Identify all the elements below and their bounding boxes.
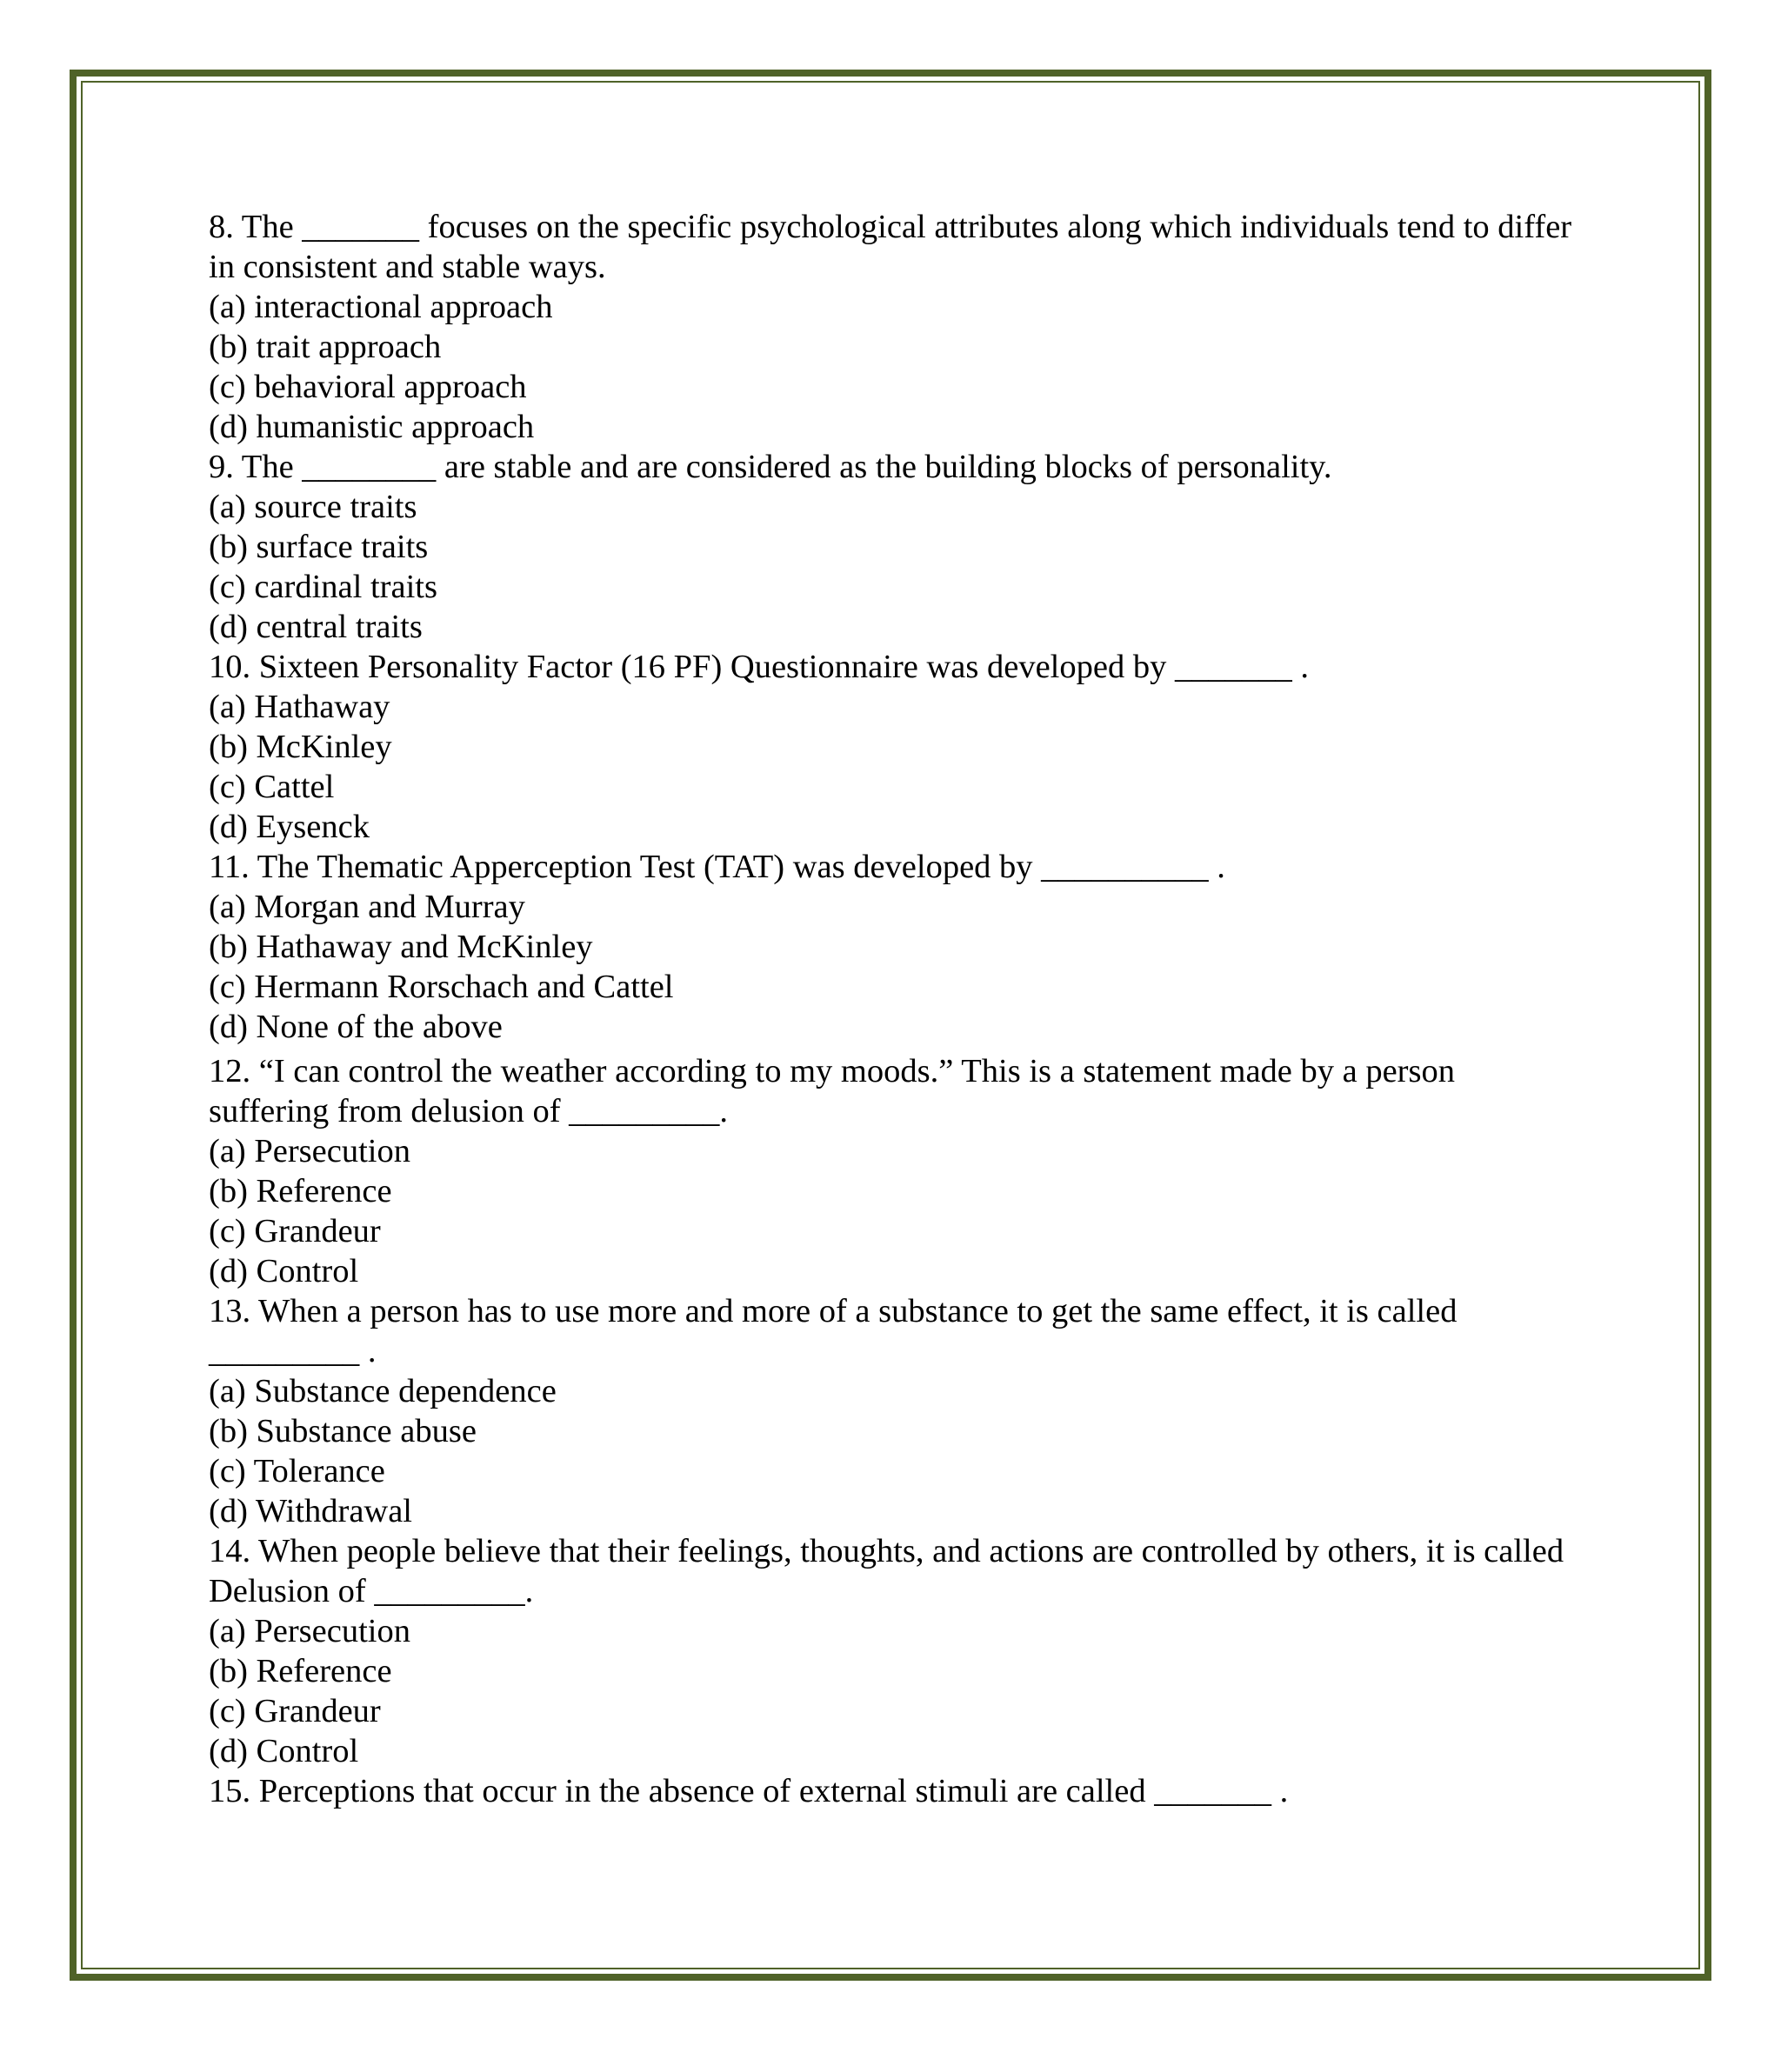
option-a: (a) Substance dependence (209, 1373, 557, 1409)
option-d: (d) central traits (209, 609, 423, 645)
question-text: 12. “I can control the weather according to my moods.” This is a statement made by a person suffering from delusion of _________. (209, 1053, 1455, 1129)
option-a: (a) source traits (209, 489, 417, 525)
question-text: 14. When people believe that their feelings, thoughts, and actions are controlled by others, it is called Delusion of _________. (209, 1533, 1564, 1609)
option-a: (a) Persecution (209, 1133, 410, 1169)
question-14 (209, 1531, 1583, 1771)
option-b: (b) Hathaway and McKinley (209, 929, 593, 965)
option-b: (b) trait approach (209, 329, 442, 365)
question-10 (209, 647, 1583, 847)
option-b: (b) Reference (209, 1653, 392, 1689)
option-d: (d) None of the above (209, 1009, 503, 1045)
option-b: (b) Substance abuse (209, 1413, 477, 1449)
question-9 (209, 447, 1583, 647)
question-text: 13. When a person has to use more and more of a substance to get the same effect, it is called _________ . (209, 1293, 1457, 1369)
option-d: (d) humanistic approach (209, 409, 535, 445)
option-c: (c) Grandeur (209, 1213, 381, 1249)
option-d: (d) Withdrawal (209, 1493, 413, 1529)
question-15 (209, 1771, 1583, 1811)
option-c: (c) behavioral approach (209, 369, 527, 405)
option-a: (a) Morgan and Murray (209, 889, 525, 925)
option-d: (d) Control (209, 1733, 359, 1769)
option-b: (b) Reference (209, 1173, 392, 1209)
option-c: (c) Grandeur (209, 1693, 381, 1729)
question-text: 10. Sixteen Personality Factor (16 PF) Questionnaire was developed by _______ . (209, 649, 1309, 685)
option-d: (d) Control (209, 1253, 359, 1289)
option-a: (a) Persecution (209, 1613, 410, 1649)
option-c: (c) cardinal traits (209, 569, 437, 605)
question-11 (209, 847, 1583, 1047)
option-c: (c) Tolerance (209, 1453, 385, 1489)
question-text: 15. Perceptions that occur in the absence of external stimuli are called _______ . (209, 1773, 1289, 1809)
question-text: 11. The Thematic Apperception Test (TAT) was developed by __________ . (209, 849, 1225, 885)
option-a: (a) interactional approach (209, 289, 553, 325)
option-c: (c) Cattel (209, 769, 335, 805)
question-12 (209, 1051, 1583, 1291)
option-b: (b) McKinley (209, 729, 392, 765)
question-list (209, 207, 1583, 1811)
question-8 (209, 207, 1583, 447)
question-13 (209, 1291, 1583, 1531)
option-a: (a) Hathaway (209, 689, 390, 725)
option-b: (b) surface traits (209, 529, 429, 565)
question-text: 9. The ________ are stable and are considered as the building blocks of personality. (209, 449, 1332, 485)
option-c: (c) Hermann Rorschach and Cattel (209, 969, 674, 1005)
question-text: 8. The _______ focuses on the specific psychological attributes along which individuals tend to differ in consistent and stable ways. (209, 209, 1572, 285)
option-d: (d) Eysenck (209, 809, 370, 845)
